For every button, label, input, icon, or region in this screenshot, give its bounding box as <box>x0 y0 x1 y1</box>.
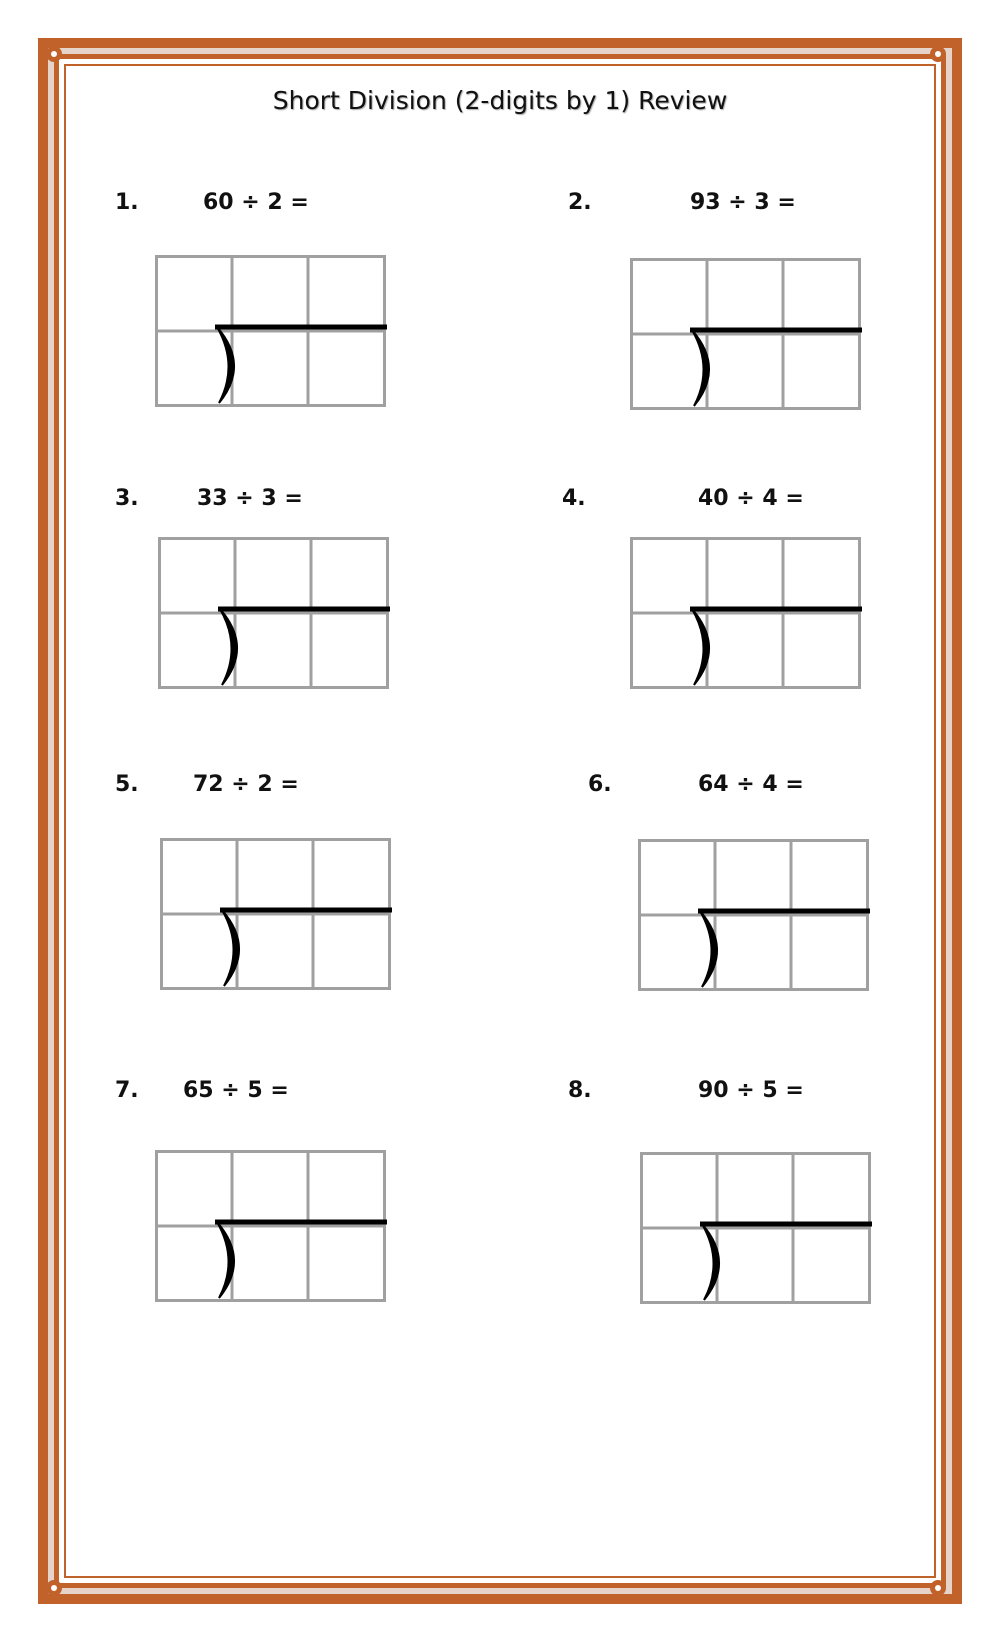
problem-number: 6. <box>588 772 612 797</box>
division-grid[interactable] <box>630 537 862 689</box>
problem-number: 8. <box>568 1078 592 1103</box>
division-grid[interactable] <box>640 1152 872 1304</box>
frame-corner-ornament <box>930 46 946 62</box>
problem-expression: 60 ÷ 2 = <box>203 190 309 215</box>
problem-expression: 65 ÷ 5 = <box>183 1078 289 1103</box>
problem-number: 1. <box>115 190 139 215</box>
problem-expression: 64 ÷ 4 = <box>698 772 804 797</box>
problem-expression: 90 ÷ 5 = <box>698 1078 804 1103</box>
division-grid[interactable] <box>158 537 390 689</box>
problem-number: 5. <box>115 772 139 797</box>
problem-number: 2. <box>568 190 592 215</box>
division-grid[interactable] <box>638 839 870 991</box>
problem-number: 4. <box>562 486 586 511</box>
division-grid[interactable] <box>630 258 862 410</box>
frame-corner-ornament <box>46 1580 62 1596</box>
problem-number: 7. <box>115 1078 139 1103</box>
problem-expression: 93 ÷ 3 = <box>690 190 796 215</box>
frame-corner-ornament <box>930 1580 946 1596</box>
division-grid[interactable] <box>155 255 387 407</box>
problem-expression: 33 ÷ 3 = <box>197 486 303 511</box>
frame-corner-ornament <box>46 46 62 62</box>
problem-expression: 40 ÷ 4 = <box>698 486 804 511</box>
division-grid[interactable] <box>160 838 392 990</box>
problem-number: 3. <box>115 486 139 511</box>
problem-expression: 72 ÷ 2 = <box>193 772 299 797</box>
worksheet-title: Short Division (2-digits by 1) Review <box>272 86 728 115</box>
division-grid[interactable] <box>155 1150 387 1302</box>
